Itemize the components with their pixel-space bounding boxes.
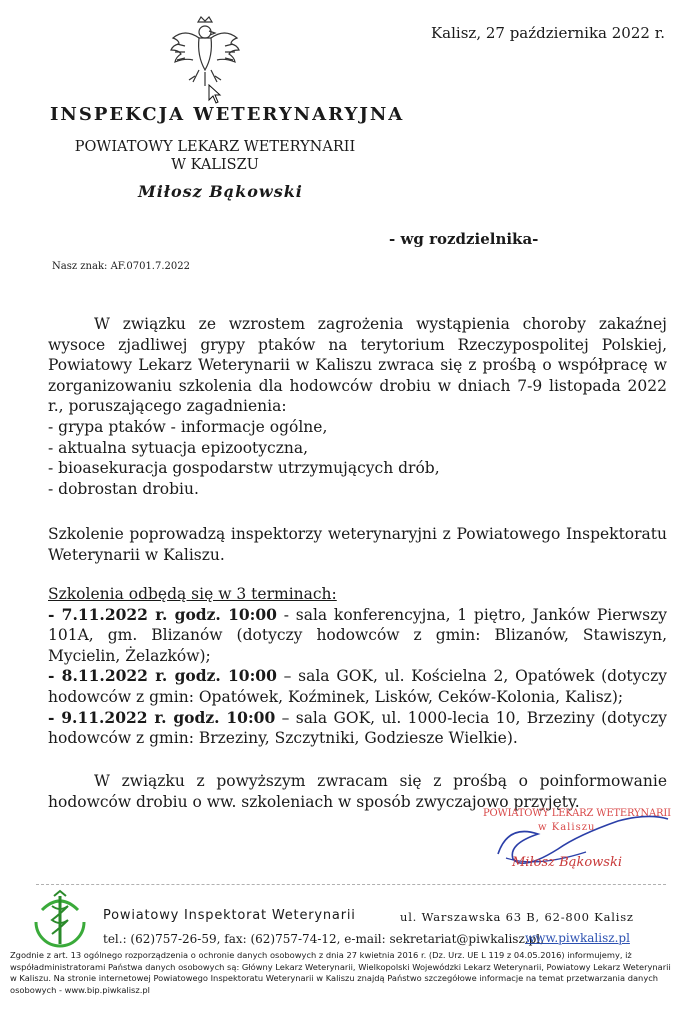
recipient-line: - wg rozdzielnika- [389,230,539,248]
eagle-emblem-icon [165,14,245,94]
closing-paragraph: W związku z powyższym zwracam się z prośbą o poinformowanie hodowców drobiu o ww. szkoleniach w sposób zwyczajowo przyjęty. [48,772,667,811]
intro-paragraph: W związku ze wzrostem zagrożenia wystąpienia choroby zakaźnej wysoce zjadliwej grypy ptaków na terytorium Rzeczypospolitej Polskiej, Powiatowy Lekarz Weterynarii w Kaliszu zwraca się z prośbą o współpracę w zorganizowaniu szkolenia dla hodowców drobiu w dniach 7-9 listopada 2022 r., poruszającego zagadnienia: [48,315,667,416]
session-date: - 8.11.2022 r. godz. 10:00 [48,666,277,686]
session-item [48,666,667,707]
stamp-title: POWIATOWY LEKARZ WETERYNARII [483,808,671,819]
sessions-block [48,584,667,749]
letter-intro [48,314,667,499]
stamp-signatory: Miłosz Bąkowski [512,855,623,870]
office-line-2: W KALISZU [171,157,259,173]
session-date: - 7.11.2022 r. godz. 10:00 [48,604,277,624]
session-item [48,605,667,667]
officer-name: Miłosz Bąkowski [138,182,303,201]
website-link[interactable]: www.piwkalisz.pl [525,931,630,945]
stamp-city: w Kaliszu [538,822,596,833]
letter-date: Kalisz, 27 października 2022 r. [430,24,665,42]
session-date: - 9.11.2022 r. godz. 10:00 [48,707,276,727]
veterinary-logo-icon [28,888,92,948]
footer-organization: Powiatowy Inspektorat Weterynarii [103,908,356,923]
topic-item: - dobrostan drobiu. [48,479,199,498]
office-line-1: POWIATOWY LEKARZ WETERYNARII [74,139,356,155]
topic-item: - grypa ptaków - informacje ogólne, [48,417,328,436]
footer-divider [36,884,666,885]
gdpr-notice: Zgodnie z art. 13 ogólnego rozporządzenia o ochronie danych osobowych z dnia 27 kwietnia 2016 r. (Dz. Urz. UE L 119 z 04.05.2016) informujemy, iż współadministratorami Państwa danych osobowych są: Główny Lekarz Weterynarii, Wielkopolski Wojewódzki Lekarz Weterynarii, Powiatowy Lekarz Weterynarii w Kaliszu. Na stronie internetowej Powiatowego Inspektoratu Weterynarii w Kaliszu znajdą Państwo szczegółowe informacje na temat przetwarzania danych osobowych - www.bip.piwkalisz.pl [10,950,671,995]
topic-item: - aktualna sytuacja epizootyczna, [48,438,309,457]
trainers-paragraph: Szkolenie poprowadzą inspektorzy weterynaryjni z Powiatowego Inspektoratu Weterynarii w Kaliszu. [48,525,667,564]
institution-name: INSPEKCJA WETERYNARYJNA [50,104,405,125]
sessions-heading: Szkolenia odbędą się w 3 terminach: [48,585,337,603]
footer-address: ul. Warszawska 63 B, 62-800 Kalisz [400,910,634,924]
session-item [48,708,667,749]
mouse-cursor-icon [208,84,222,104]
session-details: - sala konferencyjna, 1 piętro, Janków Pierwszy 101A, gm. Blizanów (dotyczy hodowców z gmin: Blizanów, Stawiszyn, Mycielin, Żelazków); [48,605,667,665]
session-details: – sala GOK, ul. 1000-lecia 10, Brzeziny (dotyczy hodowców z gmin: Brzeziny, Szczytniki, Godziesze Wielkie). [48,708,667,748]
topic-item: - bioasekuracja gospodarstw utrzymujących drób, [48,459,440,478]
office-name [74,138,356,174]
footer-contact: tel.: (62)757-26-59, fax: (62)757-74-12, e-mail: sekretariat@piwkalisz.pl, [103,932,544,946]
reference-number: Nasz znak: AF.0701.7.2022 [52,261,190,272]
session-details: – sala GOK, ul. Kościelna 2, Opatówek (dotyczy hodowców z gmin: Opatówek, Koźminek, Lisków, Ceków-Kolonia, Kalisz); [48,667,667,706]
